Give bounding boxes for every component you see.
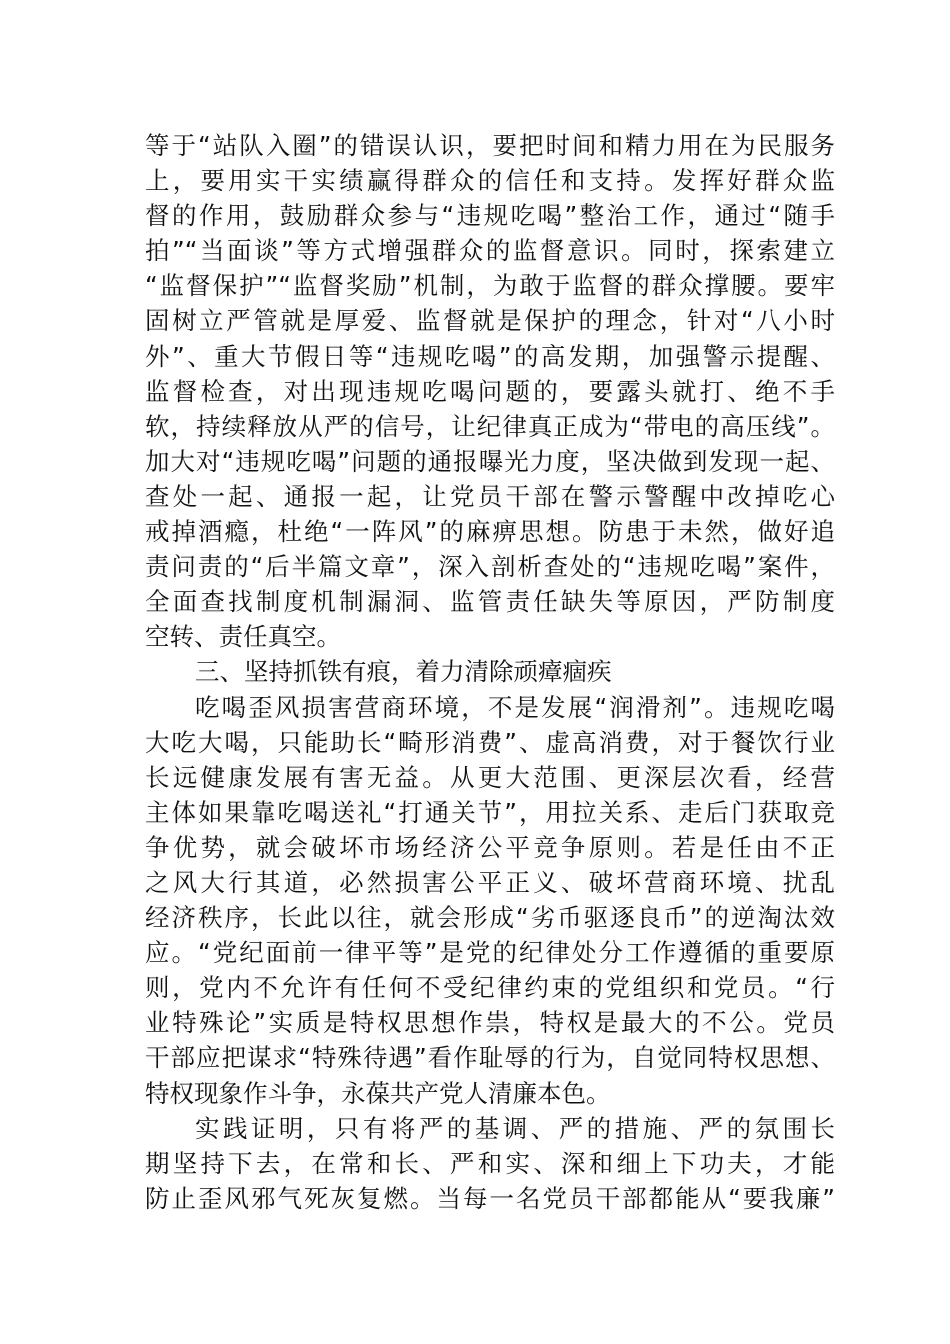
text-line: 干部应把谋求“特殊待遇”看作耻辱的行为，自觉同特权思想、	[145, 1043, 835, 1073]
text-line: 外”、重大节假日等“违规吃喝”的高发期，加强警示提醒、	[145, 341, 835, 371]
text-line: 戒掉酒瘾，杜绝“一阵风”的麻痹思想。防患于未然，做好追	[145, 517, 835, 547]
text-line: 加大对“违规吃喝”问题的通报曝光力度，坚决做到发现一起、	[145, 446, 835, 476]
text-line: “监督保护”“监督奖励”机制，为敢于监督的群众撑腰。要牢	[145, 271, 835, 301]
section-heading: 三、坚持抓铁有痕，着力清除顽瘴痼疾	[195, 657, 612, 687]
text-line: 应。“党纪面前一律平等”是党的纪律处分工作遵循的重要原	[145, 938, 835, 968]
text-line: 大吃大喝，只能助长“畸形消费”、虚高消费，对于餐饮行业	[145, 727, 835, 757]
text-line: 之风大行其道，必然损害公平正义、破坏营商环境、扰乱	[145, 867, 835, 897]
text-line: 督的作用，鼓励群众参与“违规吃喝”整治工作，通过“随手	[145, 201, 835, 231]
text-line: 则，党内不允许有任何不受纪律约束的党组织和党员。“行	[145, 973, 835, 1003]
text-line: 上，要用实干实绩赢得群众的信任和支持。发挥好群众监	[145, 166, 835, 196]
text-line: 特权现象作斗争，永葆共产党人清廉本色。	[145, 1078, 611, 1108]
text-line: 监督检查，对出现违规吃喝问题的，要露头就打、绝不手	[145, 376, 835, 406]
text-line: 软，持续释放从严的信号，让纪律真正成为“带电的高压线”。	[145, 411, 835, 441]
text-line: 固树立严管就是厚爱、监督就是保护的理念，针对“八小时	[145, 306, 835, 336]
text-line: 主体如果靠吃喝送礼“打通关节”，用拉关系、走后门获取竞	[145, 797, 835, 827]
text-line: 等于“站队入圈”的错误认识，要把时间和精力用在为民服务	[145, 131, 835, 160]
text-line: 实践证明，只有将严的基调、严的措施、严的氛围长	[195, 1113, 835, 1143]
text-line: 吃喝歪风损害营商环境，不是发展“润滑剂”。违规吃喝	[195, 692, 835, 722]
text-line: 责问责的“后半篇文章”，深入剖析查处的“违规吃喝”案件，	[145, 552, 835, 582]
text-line: 防止歪风邪气死灰复燃。当每一名党员干部都能从“要我廉”	[145, 1183, 835, 1213]
text-line: 期坚持下去，在常和长、严和实、深和细上下功夫，才能	[145, 1148, 835, 1178]
text-line: 经济秩序，长此以往，就会形成“劣币驱逐良币”的逆淘汰效	[145, 903, 835, 933]
text-line: 查处一起、通报一起，让党员干部在警示警醒中改掉吃心	[145, 481, 835, 511]
text-line: 争优势，就会破坏市场经济公平竞争原则。若是任由不正	[145, 832, 835, 862]
text-line: 空转、责任真空。	[145, 622, 341, 652]
body-text	[145, 128, 835, 1216]
text-line: 拍”“当面谈”等方式增强群众的监督意识。同时，探索建立	[145, 236, 835, 266]
text-line: 长远健康发展有害无益。从更大范围、更深层次看，经营	[145, 762, 835, 792]
text-line: 全面查找制度机制漏洞、监管责任缺失等原因，严防制度	[145, 587, 835, 617]
text-line: 业特殊论”实质是特权思想作祟，特权是最大的不公。党员	[145, 1008, 835, 1038]
